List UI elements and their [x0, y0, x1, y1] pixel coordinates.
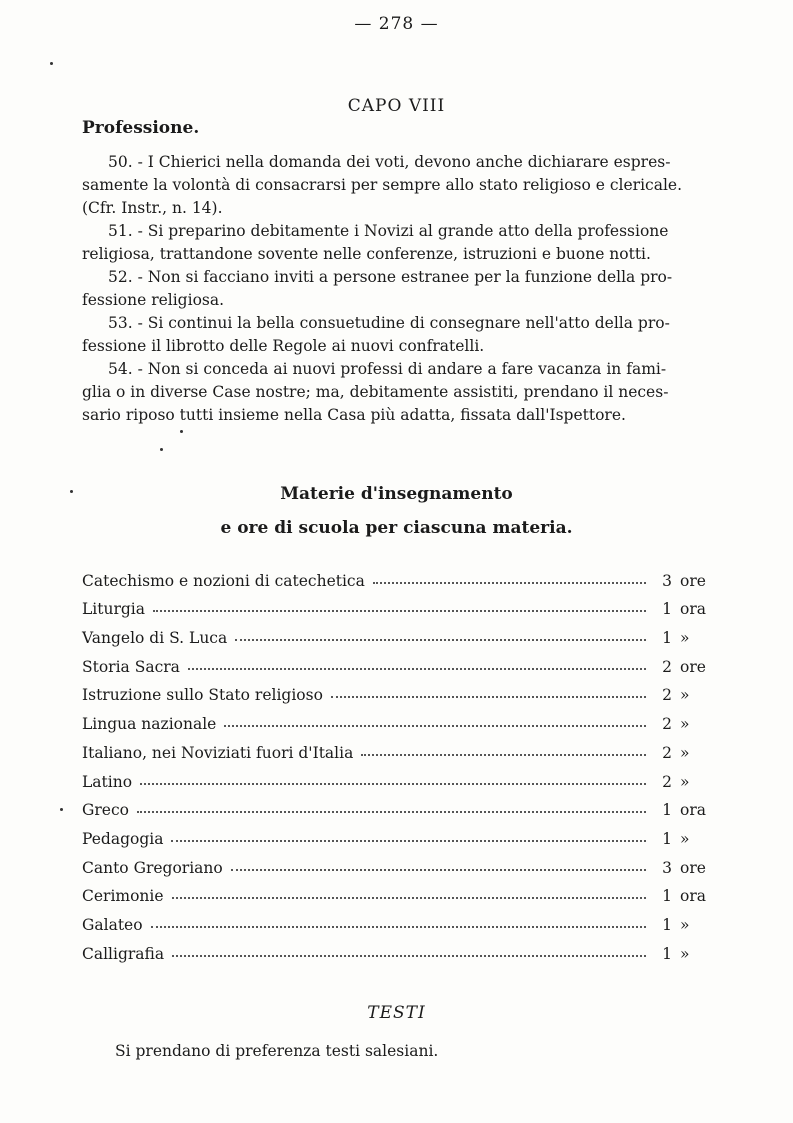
- subject-hours: 2: [662, 686, 672, 705]
- paragraph-line: 52. - Non si facciano inviti a persone estranee per la funzione della pro-: [108, 268, 673, 286]
- paragraph-line: (Cfr. Instr., n. 14).: [82, 199, 223, 217]
- leader-dots: [231, 869, 646, 871]
- paragraph-line: samente la volontà di consacrarsi per sempre allo stato religioso e clericale.: [82, 176, 683, 194]
- subject-row: [82, 848, 722, 877]
- subject-name: Liturgia: [82, 600, 145, 619]
- subject-hours: 1: [662, 944, 672, 963]
- subject-row: [82, 762, 722, 791]
- subject-unit: ore: [680, 858, 706, 877]
- subject-row: [82, 590, 722, 619]
- scan-speck: [180, 430, 183, 433]
- page-number: — 278 —: [354, 14, 439, 34]
- testi-text: Si prendano di preferenza testi salesiani.: [115, 1042, 439, 1060]
- subject-hours: 2: [662, 772, 672, 791]
- leader-dots: [361, 754, 646, 756]
- subject-name: Lingua nazionale: [82, 715, 217, 734]
- subject-name: Storia Sacra: [82, 657, 180, 676]
- scan-speck: [160, 448, 163, 451]
- paragraph-line: glia o in diverse Case nostre; ma, debitamente assistiti, prendano il neces-: [82, 383, 669, 401]
- leader-dots: [172, 897, 646, 899]
- paragraph-54: [82, 358, 722, 427]
- subject-unit: ore: [680, 657, 706, 676]
- scan-speck: [50, 62, 53, 65]
- subject-hours: 1: [662, 829, 672, 848]
- subject-row: [82, 647, 722, 676]
- subject-hours: 2: [662, 657, 672, 676]
- subjects-table: [82, 561, 722, 963]
- subject-hours: 1: [662, 600, 672, 619]
- subject-name: Vangelo di S. Luca: [82, 629, 228, 648]
- leader-dots: [140, 783, 646, 785]
- paragraph-51: [82, 220, 722, 266]
- subject-row: [82, 561, 722, 590]
- subject-unit: ora: [680, 600, 706, 619]
- subjects-heading: Materie d'insegnamento: [280, 484, 513, 504]
- subject-row: [82, 905, 722, 934]
- subject-name: Istruzione sullo Stato religioso: [82, 686, 323, 705]
- subject-name: Galateo: [82, 915, 143, 934]
- scan-speck: [70, 490, 73, 493]
- subject-unit: »: [680, 829, 690, 848]
- subject-unit: ora: [680, 801, 706, 820]
- subject-name: Greco: [82, 801, 129, 820]
- subject-row: [82, 877, 722, 906]
- subject-name: Catechismo e nozioni di catechetica: [82, 571, 365, 590]
- subject-hours: 2: [662, 743, 672, 762]
- subject-row: [82, 618, 722, 647]
- paragraph-line: fessione religiosa.: [82, 291, 225, 309]
- subject-unit: »: [680, 743, 690, 762]
- subject-hours: 3: [662, 858, 672, 877]
- subject-row: [82, 819, 722, 848]
- subject-unit: ore: [680, 571, 706, 590]
- subject-name: Latino: [82, 772, 133, 791]
- paragraph-line: 53. - Si continui la bella consuetudine di consegnare nell'atto della pro-: [108, 314, 670, 332]
- leader-dots: [188, 668, 646, 670]
- paragraph-line: religiosa, trattandone sovente nelle conferenze, istruzioni e buone notti.: [82, 245, 651, 263]
- subject-row: [82, 676, 722, 705]
- subject-hours: 2: [662, 715, 672, 734]
- subject-hours: 1: [662, 887, 672, 906]
- leader-dots: [137, 811, 646, 813]
- subject-name: Canto Gregoriano: [82, 858, 223, 877]
- subject-row: [82, 733, 722, 762]
- subject-row: [82, 791, 722, 820]
- scan-speck: [60, 808, 63, 811]
- subject-name: Cerimonie: [82, 887, 164, 906]
- section-heading: Professione.: [82, 118, 200, 138]
- subjects-subheading: e ore di scuola per ciascuna materia.: [220, 518, 573, 538]
- paragraph-53: [82, 312, 722, 358]
- subject-unit: »: [680, 715, 690, 734]
- leader-dots: [235, 639, 646, 641]
- subject-row: [82, 934, 722, 963]
- subject-name: Italiano, nei Noviziati fuori d'Italia: [82, 743, 354, 762]
- testi-heading: TESTI: [367, 1003, 426, 1023]
- chapter-title: CAPO VIII: [347, 96, 446, 116]
- subject-unit: ora: [680, 887, 706, 906]
- subject-name: Pedagogia: [82, 829, 164, 848]
- subject-hours: 3: [662, 571, 672, 590]
- subject-hours: 1: [662, 629, 672, 648]
- subject-row: [82, 704, 722, 733]
- subject-unit: »: [680, 915, 690, 934]
- paragraph-50: [82, 151, 722, 220]
- paragraph-line: 54. - Non si conceda ai nuovi professi di andare a fare vacanza in fami-: [108, 360, 667, 378]
- paragraph-line: fessione il librotto delle Regole ai nuovi confratelli.: [82, 337, 485, 355]
- subject-name: Calligrafia: [82, 944, 165, 963]
- leader-dots: [331, 696, 646, 698]
- subject-unit: »: [680, 686, 690, 705]
- leader-dots: [153, 610, 646, 612]
- leader-dots: [373, 582, 646, 584]
- subject-hours: 1: [662, 801, 672, 820]
- subject-unit: »: [680, 629, 690, 648]
- leader-dots: [151, 926, 646, 928]
- paragraph-52: [82, 266, 722, 312]
- subject-unit: »: [680, 772, 690, 791]
- leader-dots: [171, 840, 646, 842]
- leader-dots: [224, 725, 646, 727]
- subject-hours: 1: [662, 915, 672, 934]
- subject-unit: »: [680, 944, 690, 963]
- paragraph-line: 50. - I Chierici nella domanda dei voti, devono anche dichiarare espres-: [108, 153, 671, 171]
- paragraph-line: 51. - Si preparino debitamente i Novizi al grande atto della professione: [108, 222, 669, 240]
- leader-dots: [172, 955, 646, 957]
- paragraph-line: sario riposo tutti insieme nella Casa più adatta, fissata dall'Ispettore.: [82, 406, 626, 424]
